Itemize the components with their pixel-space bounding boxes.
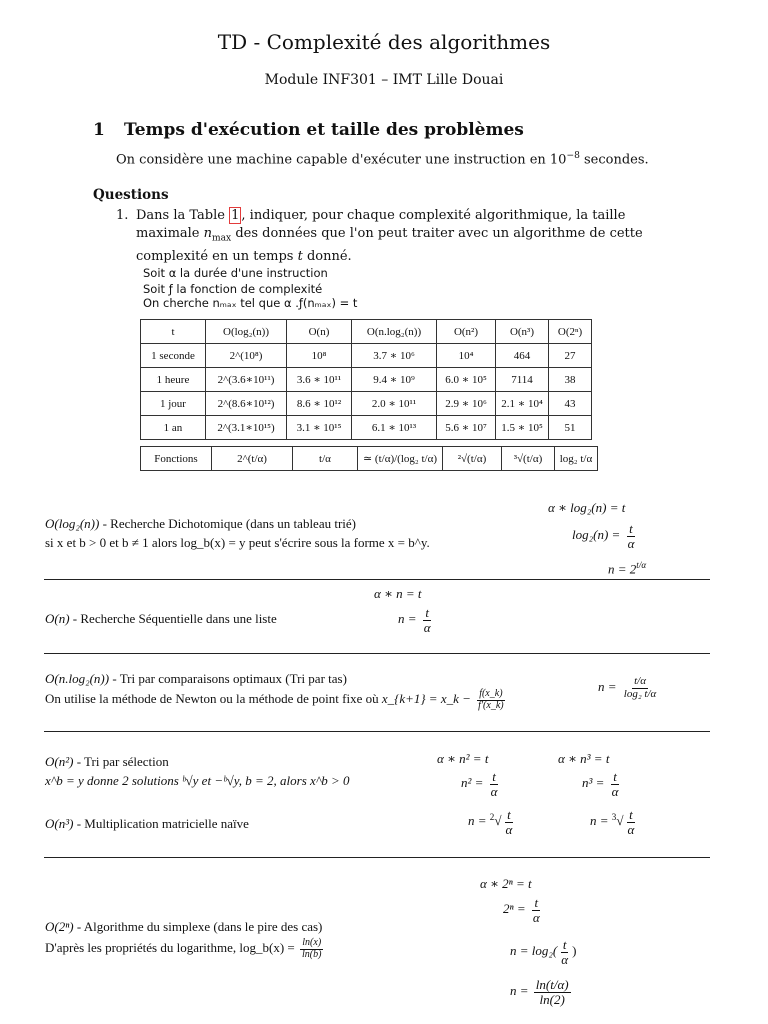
function-cell: 2^(t/α) [212,447,293,471]
square-block-title: O(n²) - Tri par sélection [45,754,169,769]
table-cell: 2.0 ∗ 10¹¹ [352,392,437,416]
square-block-line2: x^b = y donne 2 solutions ᵇ√y et −ᵇ√y, b = 2, alors x^b > 0 [45,773,350,788]
table-header-cell: O(2ⁿ) [549,320,592,344]
table-cell: 1 an [141,416,206,440]
exp-block-title: O(2ⁿ) - Algorithme du simplexe (dans le pire des cas) [45,919,323,934]
square-eq-3: n = $^2$√ $\frac{t}{\alpha}$ [468,807,513,837]
square-eq-2: n² = $\frac{t}{\alpha}$ [461,769,498,799]
divider [44,731,710,732]
log-eq-2: log₂(n) = $\frac{t}{\alpha}$ [572,521,635,551]
table-header-cell: O(n³) [496,320,549,344]
section-intro: On considère une machine capable d'exécuter une instruction en $10^{-8}$ secondes. [116,151,649,168]
nlogn-block-line2: On utilise la méthode de Newton ou la méthode de point fixe où x_{k+1} = x_k − $\frac{f(x\_k)}{f'(x\_k)}$ [45,688,504,711]
function-cell: ³√(t/α) [502,447,555,471]
annotation-line-3: On cherche nₘₐₓ tel que α .ƒ(nₘₐₓ) = t [143,296,358,310]
table-row [141,368,592,392]
table-cell: 6.1 ∗ 10¹³ [352,416,437,440]
table-cell: 2^(10⁸) [206,344,287,368]
table-cell: 51 [549,416,592,440]
question-item [116,207,682,266]
table-cell: 43 [549,392,592,416]
function-cell: log₂ t/α [555,447,598,471]
exp-block-line2: D'après les propriétés du logarithme, log_b(x) = $\frac{\ln(x)}{\ln(b)}$ [45,937,322,960]
divider [44,579,710,580]
exp-eq-4: n = $\frac{\ln(t/\alpha)}{\ln(2)}$ [510,977,569,1007]
nlogn-block-title: O(n.log₂(n)) - Tri par comparaisons optimaux (Tri par tas) [45,671,347,686]
complexity-table [140,319,592,440]
table-cell: 38 [549,368,592,392]
table-header-cell: t [141,320,206,344]
table-cell: 2^(3.1∗10¹⁵) [206,416,287,440]
table-header-cell: O(n²) [437,320,496,344]
table-cell: 3.1 ∗ 10¹⁵ [287,416,352,440]
annotation-line-2: Soit ƒ la fonction de complexité [143,282,323,296]
exp-eq-1: α ∗ 2ⁿ = t [480,876,532,891]
table-row [141,392,592,416]
questions-heading: Questions [93,187,169,203]
table-cell: 6.0 ∗ 10⁵ [437,368,496,392]
functions-row [141,447,598,471]
table-header-row [141,320,592,344]
table-row [141,416,592,440]
page-title: TD - Complexité des algorithmes [217,30,551,54]
linear-block-title: O(n) - Recherche Séquentielle dans une liste [45,611,277,626]
table-cell: 27 [549,344,592,368]
table-cell: 1.5 ∗ 10⁵ [496,416,549,440]
linear-eq-1: α ∗ n = t [374,586,422,601]
table-cell: 3.7 ∗ 10⁶ [352,344,437,368]
annotation-line-1: Soit α la durée d'une instruction [143,266,328,280]
log-eq-1: α ∗ log₂(n) = t [548,500,626,515]
table-cell: 3.6 ∗ 10¹¹ [287,368,352,392]
table-reference-link[interactable]: 1 [231,208,240,223]
exp-eq-2: 2ⁿ = $\frac{t}{\alpha}$ [503,895,540,925]
question-number: 1. [116,208,129,223]
divider [44,857,710,858]
square-eq-1: α ∗ n² = t [437,751,489,766]
exp-eq-3: n = log₂( $\frac{t}{\alpha}$ ) [510,937,577,967]
table-cell: 9.4 ∗ 10⁹ [352,368,437,392]
table-cell: 10⁴ [437,344,496,368]
log-block-title: O(log₂(n)) - Recherche Dichotomique (dans un tableau trié) [45,516,356,531]
log-block-line2: si x et b > 0 et b ≠ 1 alors log_b(x) = y peut s'écrire sous la forme x = b^y. [45,535,430,550]
nlogn-eq: n = $\frac{t/\alpha}{\text{log₂ t/α}}$ [598,675,657,700]
table-cell: 2^(3.6∗10¹¹) [206,368,287,392]
linear-eq-2: n = $\frac{t}{\alpha}$ [398,605,431,635]
page-subtitle: Module INF301 – IMT Lille Douai [264,72,504,88]
table-cell: 1 jour [141,392,206,416]
cube-eq-1: α ∗ n³ = t [558,751,610,766]
table-cell: 8.6 ∗ 10¹² [287,392,352,416]
function-cell: ≃ (t/α)/(log₂ t/α) [358,447,443,471]
function-cell: t/α [293,447,358,471]
cube-eq-3: n = $^3$√ $\frac{t}{\alpha}$ [590,807,635,837]
divider [44,653,710,654]
table-header-cell: O(log₂(n)) [206,320,287,344]
functions-label: Fonctions [141,447,212,471]
cube-block-title: O(n³) - Multiplication matricielle naïve [45,816,249,831]
table-cell: 2.1 ∗ 10⁴ [496,392,549,416]
table-header-cell: O(n.log₂(n)) [352,320,437,344]
table-cell: 2.9 ∗ 10⁶ [437,392,496,416]
table-row [141,344,592,368]
table-cell: 1 seconde [141,344,206,368]
question-text: Dans la Table 1 , indiquer, pour chaque complexité algorithmique, la taille maximale $n_{max}$ des données que l'on peut traiter avec un algorithme de cette complexité en un temps t donné. [136,208,643,264]
section-number: 1 [93,120,105,140]
table-cell: 464 [496,344,549,368]
table-cell: 7114 [496,368,549,392]
table-cell: 1 heure [141,368,206,392]
table-header-cell: O(n) [287,320,352,344]
cube-eq-2: n³ = $\frac{t}{\alpha}$ [582,769,619,799]
log-eq-3: $n = 2^{t/\alpha}$ [608,560,647,577]
table-cell: 10⁸ [287,344,352,368]
table-cell: 2^(8.6∗10¹²) [206,392,287,416]
functions-row-table [140,446,598,471]
table-cell: 5.6 ∗ 10⁷ [437,416,496,440]
function-cell: ²√(t/α) [443,447,502,471]
section-title: Temps d'exécution et taille des problèmes [124,120,524,140]
